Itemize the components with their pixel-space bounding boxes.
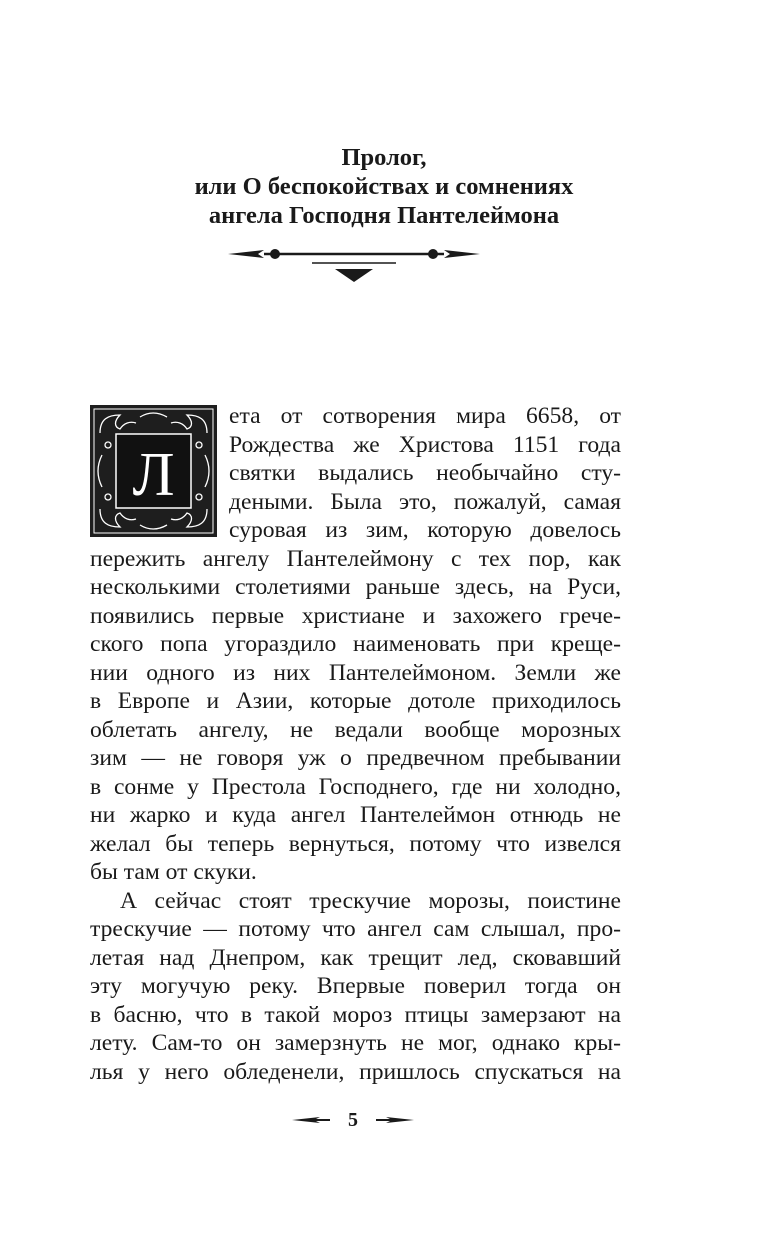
body-text <box>90 402 621 1086</box>
chapter-title <box>0 143 768 230</box>
text-line: в сонме у Престола Господнего, где ни холодно, <box>90 773 621 800</box>
title-line: Пролог, <box>341 144 427 171</box>
text-line: несколькими столетиями раньше здесь, на Руси, <box>90 574 621 600</box>
title-ornament-icon <box>228 243 480 285</box>
text-line: деными. Была это, пожалуй, самая <box>229 488 621 515</box>
text-line: летая над Днепром, как трещит лед, сковавший <box>90 944 621 971</box>
title-line: ангела Господня Пантелеймона <box>208 202 560 229</box>
page-number: 5 <box>348 1109 358 1131</box>
title-line: или О беспокойствах и сомнениях <box>194 173 574 200</box>
text-line: святки выдались необычайно сту- <box>229 460 621 486</box>
text-line: облетать ангелу, не ведали вообще морозных <box>90 716 621 743</box>
page-footer <box>290 1108 416 1132</box>
text-line: пережить ангелу Пантелеймону с тех пор, как <box>90 545 621 572</box>
text-line: появились первые христиане и захожего грече- <box>90 602 621 629</box>
text-line: эту могучую реку. Впервые поверил тогда он <box>90 973 621 999</box>
text-line: нии одного из них Пантелеймоном. Земли же <box>90 659 621 686</box>
text-line: трескучие — потому что ангел сам слышал, про- <box>90 916 621 942</box>
drop-cap-letter: Л <box>132 441 175 509</box>
text-line: бы там от скуки. <box>90 859 257 885</box>
text-line: ского попа угораздило наименовать при креще- <box>90 631 621 657</box>
text-line: ета от сотворения мира 6658, от <box>229 403 621 429</box>
text-line: ни жарко и куда ангел Пантелеймон отнюдь не <box>90 802 621 828</box>
text-line: А сейчас стоят трескучие морозы, поистине <box>120 887 621 914</box>
text-line: лья у него обледенели, пришлось спускаться на <box>90 1058 621 1085</box>
text-line: в Европе и Азии, которые дотоле приходилось <box>90 688 621 714</box>
text-line: лету. Сам-то он замерзнуть не мог, однако кры- <box>90 1030 621 1056</box>
text-line: желал бы теперь вернуться, потому что извелся <box>90 830 621 857</box>
text-line: суровая из зим, которую довелось <box>229 517 621 543</box>
text-line: зим — не говоря уж о предвечном пребывании <box>90 745 621 771</box>
text-line: Рождества же Христова 1151 года <box>229 431 621 458</box>
text-line: в басню, что в такой мороз птицы замерзают на <box>90 1001 621 1028</box>
